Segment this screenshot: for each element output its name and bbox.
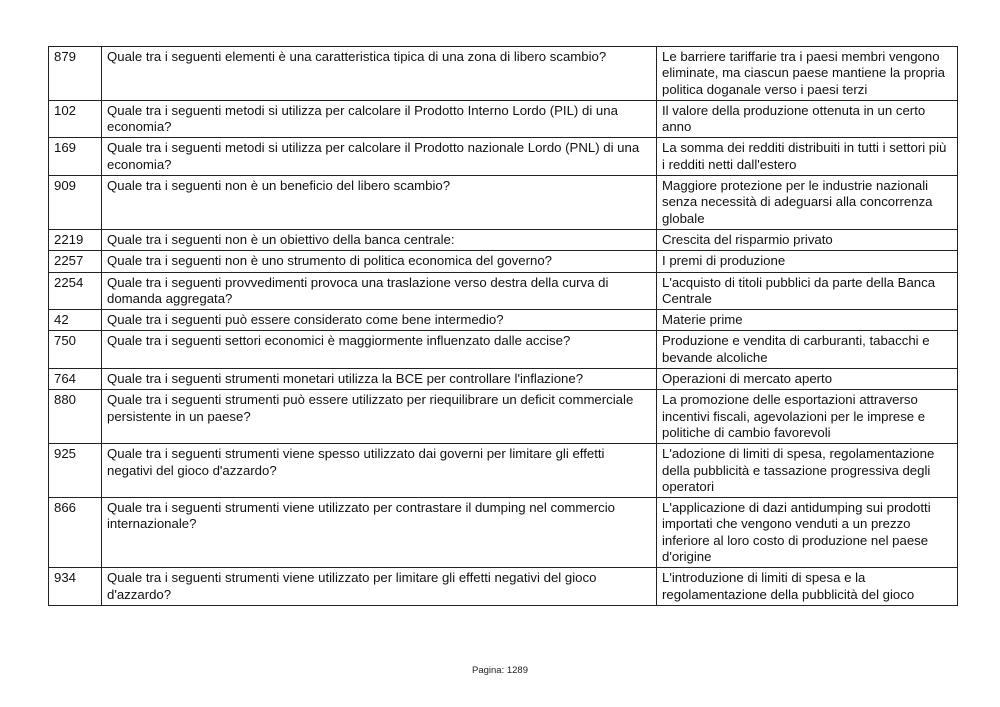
question-id: 2254 <box>49 272 102 310</box>
answer-text: Produzione e vendita di carburanti, tabacchi e bevande alcoliche <box>657 331 958 369</box>
question-text: Quale tra i seguenti non è un beneficio del libero scambio? <box>102 176 657 230</box>
question-id: 909 <box>49 176 102 230</box>
answer-text: L'acquisto di titoli pubblici da parte della Banca Centrale <box>657 272 958 310</box>
question-text: Quale tra i seguenti provvedimenti provoca una traslazione verso destra della curva di domanda aggregata? <box>102 272 657 310</box>
question-id: 866 <box>49 498 102 568</box>
table-row <box>49 229 958 250</box>
question-text: Quale tra i seguenti strumenti monetari utilizza la BCE per controllare l'inflazione? <box>102 369 657 390</box>
answer-text: I premi di produzione <box>657 251 958 272</box>
question-text: Quale tra i seguenti elementi è una caratteristica tipica di una zona di libero scambio? <box>102 47 657 101</box>
answer-text: Operazioni di mercato aperto <box>657 369 958 390</box>
question-id: 934 <box>49 568 102 606</box>
question-id: 169 <box>49 138 102 176</box>
question-text: Quale tra i seguenti strumenti viene utilizzato per contrastare il dumping nel commercio internazionale? <box>102 498 657 568</box>
table-row <box>49 498 958 568</box>
table-row <box>49 100 958 138</box>
question-id: 2219 <box>49 229 102 250</box>
question-id: 925 <box>49 444 102 498</box>
table-row <box>49 176 958 230</box>
answer-text: L'adozione di limiti di spesa, regolamentazione della pubblicità e tassazione progressiva degli operatori <box>657 444 958 498</box>
answer-text: La promozione delle esportazioni attraverso incentivi fiscali, agevolazioni per le imprese e politiche di cambio favorevoli <box>657 390 958 444</box>
table-row <box>49 331 958 369</box>
answer-text: L'introduzione di limiti di spesa e la regolamentazione della pubblicità del gioco <box>657 568 958 606</box>
table-row <box>49 272 958 310</box>
table-row <box>49 138 958 176</box>
table-row <box>49 444 958 498</box>
answer-text: Crescita del risparmio privato <box>657 229 958 250</box>
question-text: Quale tra i seguenti metodi si utilizza per calcolare il Prodotto nazionale Lordo (PNL) di una economia? <box>102 138 657 176</box>
question-text: Quale tra i seguenti può essere considerato come bene intermedio? <box>102 310 657 331</box>
question-text: Quale tra i seguenti settori economici è maggiormente influenzato dalle accise? <box>102 331 657 369</box>
question-id: 879 <box>49 47 102 101</box>
question-text: Quale tra i seguenti strumenti viene utilizzato per limitare gli effetti negativi del gioco d'azzardo? <box>102 568 657 606</box>
page-number: Pagina: 1289 <box>472 665 528 676</box>
question-id: 42 <box>49 310 102 331</box>
answer-text: Le barriere tariffarie tra i paesi membri vengono eliminate, ma ciascun paese mantiene la propria politica doganale verso i paesi terzi <box>657 47 958 101</box>
answer-text: L'applicazione di dazi antidumping sui prodotti importati che vengono venduti a un prezzo inferiore al loro costo di produzione nel paese d'origine <box>657 498 958 568</box>
question-text: Quale tra i seguenti strumenti viene spesso utilizzato dai governi per limitare gli effetti negativi del gioco d'azzardo? <box>102 444 657 498</box>
question-id: 750 <box>49 331 102 369</box>
answer-text: Materie prime <box>657 310 958 331</box>
question-id: 2257 <box>49 251 102 272</box>
answer-text: La somma dei redditi distribuiti in tutti i settori più i redditi netti dall'estero <box>657 138 958 176</box>
table-row <box>49 369 958 390</box>
question-id: 102 <box>49 100 102 138</box>
answer-text: Il valore della produzione ottenuta in un certo anno <box>657 100 958 138</box>
question-text: Quale tra i seguenti non è uno strumento di politica economica del governo? <box>102 251 657 272</box>
answer-text: Maggiore protezione per le industrie nazionali senza necessità di adeguarsi alla concorrenza globale <box>657 176 958 230</box>
question-id: 880 <box>49 390 102 444</box>
table-row <box>49 47 958 101</box>
table-row <box>49 310 958 331</box>
table-row <box>49 568 958 606</box>
question-text: Quale tra i seguenti strumenti può essere utilizzato per riequilibrare un deficit commerciale persistente in un paese? <box>102 390 657 444</box>
question-table <box>48 46 958 606</box>
table-row <box>49 390 958 444</box>
question-text: Quale tra i seguenti metodi si utilizza per calcolare il Prodotto Interno Lordo (PIL) di una economia? <box>102 100 657 138</box>
question-text: Quale tra i seguenti non è un obiettivo della banca centrale: <box>102 229 657 250</box>
table-row <box>49 251 958 272</box>
question-id: 764 <box>49 369 102 390</box>
